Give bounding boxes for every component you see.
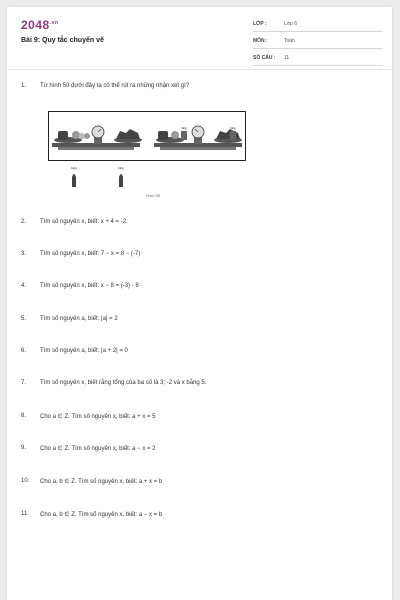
meta-label: LỚP : xyxy=(253,21,267,27)
question-item xyxy=(21,251,140,257)
site-logo[interactable]: $2048^{.vn}$ xyxy=(21,18,59,32)
figure-caption: Hình 50 xyxy=(146,193,161,198)
question-number: 8. xyxy=(21,413,27,419)
question-text: Cho a, b ∈ Z. Tìm số nguyên x, biết: a − x = b xyxy=(40,512,163,518)
question-item xyxy=(21,380,206,386)
question-number: 2. xyxy=(21,219,27,225)
question-text: Tìm số nguyên x, biết rằng tổng của ba số là 3; -2 và x bằng 5. xyxy=(40,380,207,386)
question-number: 5. xyxy=(21,316,27,322)
header-divider xyxy=(7,69,392,70)
question-number: 10. xyxy=(21,478,30,484)
question-item xyxy=(21,478,162,485)
weight-label: 1kg xyxy=(230,126,236,130)
question-item xyxy=(21,445,156,452)
meta-row-question-count xyxy=(253,51,383,66)
loose-weights xyxy=(71,166,124,187)
weight-label: 1kg xyxy=(71,166,77,170)
question-number: 3. xyxy=(21,251,27,257)
meta-row-class xyxy=(253,17,383,32)
question-number: 11. xyxy=(21,511,29,517)
left-weight-block xyxy=(58,131,68,140)
question-text: Tìm số nguyên x, biết: 7 − x = 8 − (-7) xyxy=(40,251,141,257)
weight-label: 1kg xyxy=(118,166,124,170)
meta-row-subject xyxy=(253,34,383,49)
question-number: 9. xyxy=(21,445,27,451)
question-text: Tìm số nguyên x, biết: x − 8 = (-3) - 8 xyxy=(40,283,139,289)
question-number: 7. xyxy=(21,380,27,386)
question-item xyxy=(21,511,162,518)
question-text: Từ hình 50 dưới đây ta có thể rút ra những nhận xét gì? xyxy=(40,83,190,89)
question-number: 4. xyxy=(21,283,27,289)
meta-value: Lớp 6 xyxy=(284,21,298,27)
weight-label: 1kg xyxy=(181,126,187,130)
question-item xyxy=(21,348,128,354)
lesson-title: Bài 9: Quy tắc chuyển vế xyxy=(21,37,104,44)
question-text: Tìm số nguyên a, biết: |a| = 2 xyxy=(40,316,118,322)
meta-label: MÔN : xyxy=(253,38,268,44)
question-item xyxy=(21,219,128,225)
meta-info xyxy=(253,17,383,68)
weight-1kg-left xyxy=(72,174,76,187)
worksheet-page xyxy=(7,7,392,600)
question-item xyxy=(21,283,139,289)
worksheet-header xyxy=(7,7,392,64)
question-number: 6. xyxy=(21,348,27,354)
meta-value: Toán xyxy=(284,38,295,44)
balance-scale-figure xyxy=(48,111,246,187)
question-item xyxy=(21,316,118,322)
meta-value: 11 xyxy=(284,55,290,61)
question-text: Cho a, b ∈ Z. Tìm số nguyên x, biết: a + x = b xyxy=(40,479,163,485)
question-number: 1. xyxy=(21,83,27,89)
question-text: Tìm số nguyên x, biết: x + 4 = -2. xyxy=(40,219,128,225)
question-item xyxy=(21,413,156,420)
weight-1kg-right xyxy=(119,174,123,187)
question-text: Cho a ∈ Z. Tìm số nguyên x, biết: a − x = 2 xyxy=(40,446,156,452)
question-item xyxy=(21,83,189,89)
question-text: Tìm số nguyên a, biết: |a + 2| = 0 xyxy=(40,348,128,354)
meta-label: SỐ CÂU : xyxy=(253,55,276,61)
question-text: Cho a ∈ Z. Tìm số nguyên x, biết: a + x = 5 xyxy=(40,414,156,420)
